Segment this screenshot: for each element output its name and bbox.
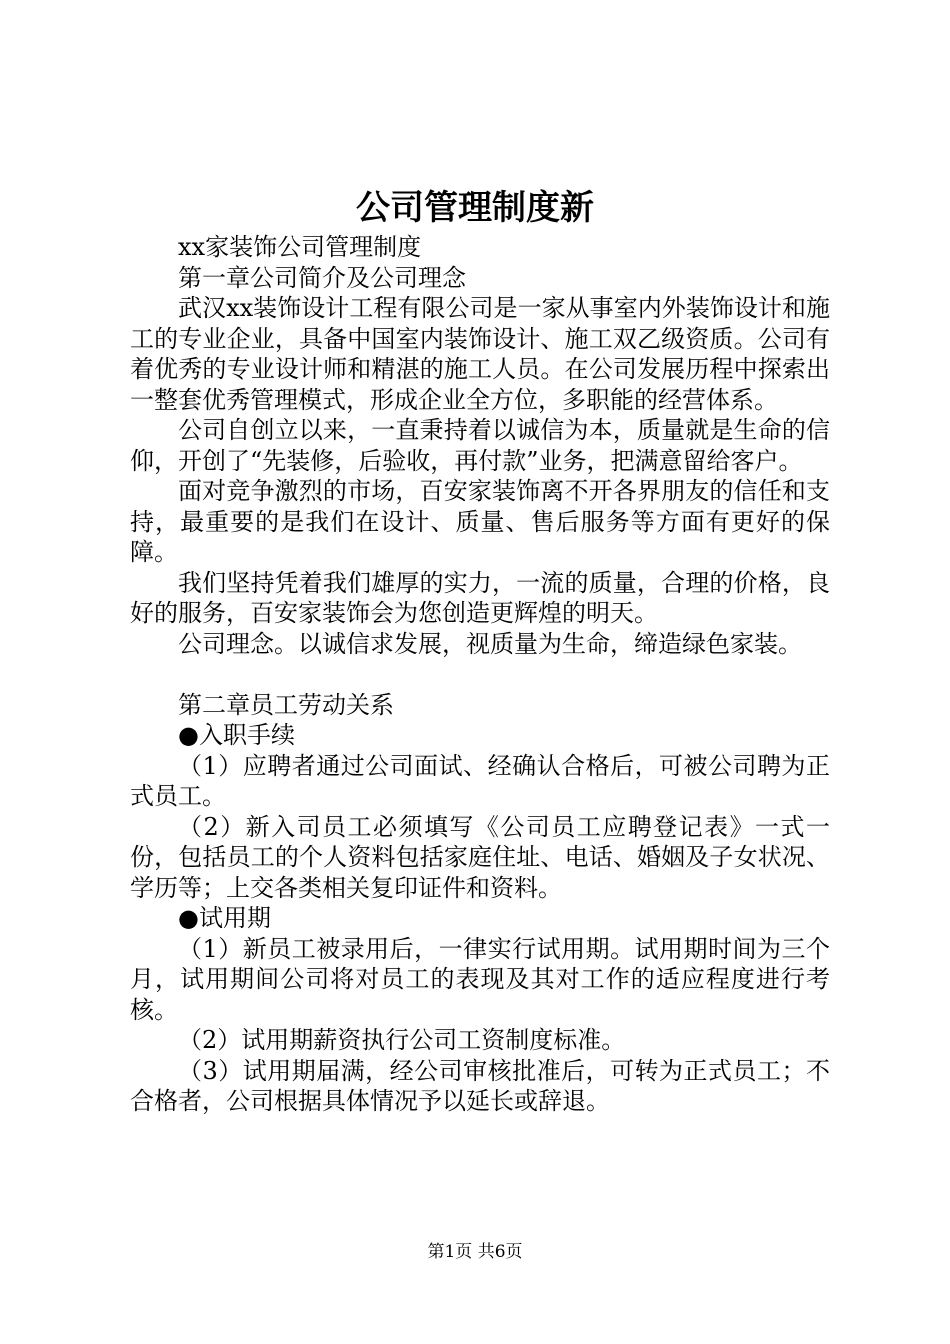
section-probation-heading: ●试用期 [178,904,271,932]
paragraph-onboarding-1: （1）应聘者通过公司面试、经确认合格后，可被公司聘为正式员工。 [130,751,830,810]
chapter-2-heading: 第二章员工劳动关系 [178,690,394,719]
paragraph-market: 面对竞争激烈的市场，百安家装饰离不开各界朋友的信任和支持，最重要的是我们在设计、质量、售后服务等方面有更好的保障。 [130,477,830,566]
paragraph-probation-3: （3）试用期届满，经公司审核批准后，可转为正式员工；不合格者，公司根据具体情况予以延长或辞退。 [130,1056,830,1115]
page-footer: 第1页 共6页 [427,1242,523,1262]
paragraph-probation-1: （1）新员工被录用后，一律实行试用期。试用期时间为三个月，试用期间公司将对员工的表现及其对工作的适应程度进行考核。 [130,934,830,1024]
document-body [130,232,830,1117]
paragraph-company-intro: 武汉xx装饰设计工程有限公司是一家从事室内外装饰设计和施工的专业企业，具备中国室内装饰设计、施工双乙级资质。公司有着优秀的专业设计师和精湛的施工人员。在公司发展历程中探索出一整套优秀管理模式，形成企业全方位，多职能的经营体系。 [130,294,830,414]
chapter-1-heading: 第一章公司简介及公司理念 [178,263,466,292]
paragraph-probation-2: （2）试用期薪资执行公司工资制度标准。 [178,1026,626,1054]
paragraph-company-philosophy: 公司理念。以诚信求发展，视质量为生命，缔造绿色家装。 [178,629,802,658]
page-title: 公司管理制度新 [356,188,594,228]
paragraph-company-rules-heading: xx家装饰公司管理制度 [178,233,422,261]
paragraph-spacer [130,659,830,690]
paragraph-commitment: 我们坚持凭着我们雄厚的实力，一流的质量，合理的价格，良好的服务，百安家装饰会为您创造更辉煌的明天。 [130,568,830,627]
section-onboarding-heading: ●入职手续 [178,721,295,749]
paragraph-onboarding-2: （2）新入司员工必须填写《公司员工应聘登记表》一式一份，包括员工的个人资料包括家庭住址、电话、婚姻及子女状况、学历等；上交各类相关复印证件和资料。 [130,812,830,902]
paragraph-company-belief: 公司自创立以来，一直秉持着以诚信为本，质量就是生命的信仰，开创了“先装修，后验收，再付款”业务，把满意留给客户。 [130,416,830,475]
